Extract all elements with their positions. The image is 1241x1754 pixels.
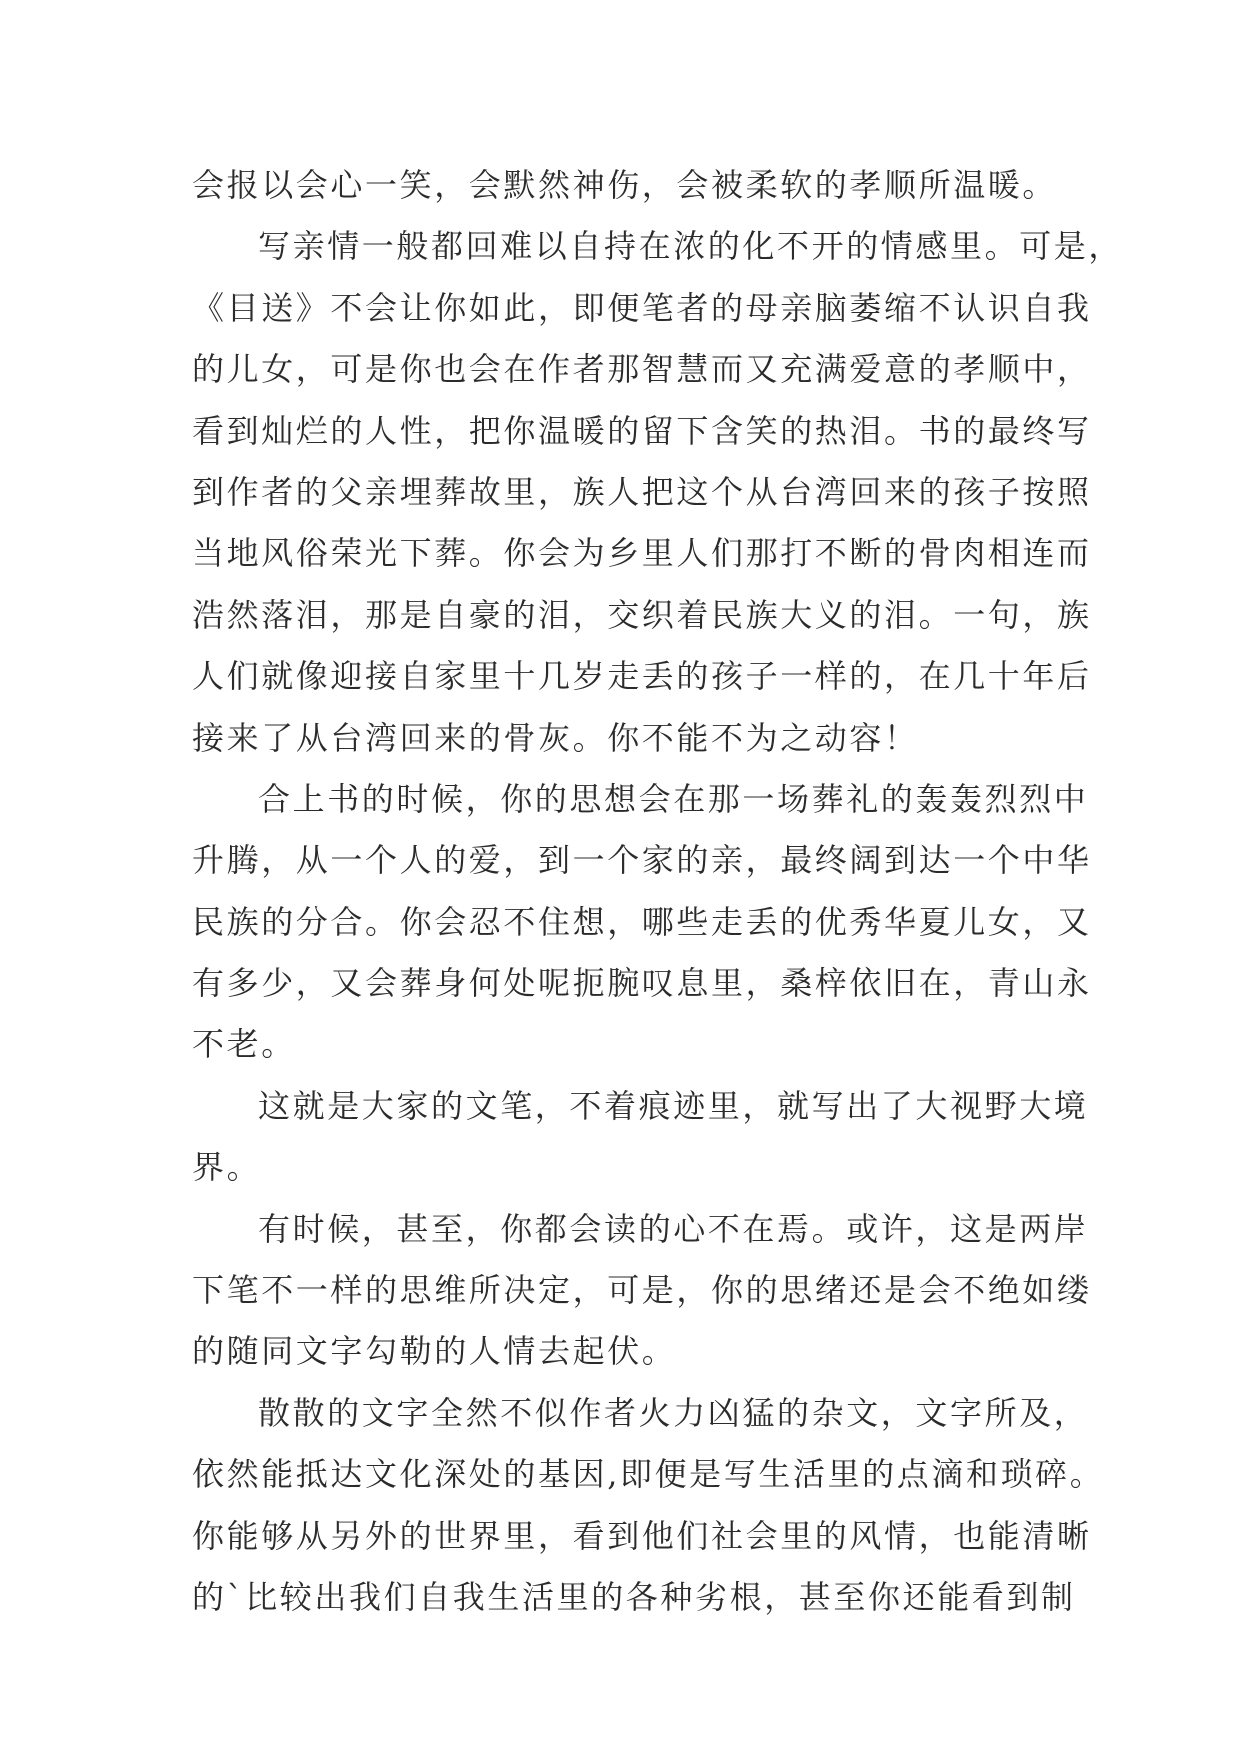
text-line: 会报以会心一笑，会默然神伤，会被柔软的孝顺所温暖。 [192,166,1058,204]
text-line: 有多少，又会葬身何处呢扼腕叹息里，桑梓依旧在，青山永 [192,964,1092,1003]
paragraph-first-line: 合上书的时候，你的思想会在那一场葬礼的轰轰烈烈中 [258,779,1089,818]
paragraph-first-line: 有时候，甚至，你都会读的心不在焉。或许，这是两岸 [258,1209,1089,1248]
text-line: 的儿女，可是你也会在作者那智慧而又充满爱意的孝顺中， [192,350,1092,389]
paragraph-first-line: 散散的文字全然不似作者火力凶猛的杂文，文字所及， [258,1393,1089,1432]
text-line: 浩然落泪，那是自豪的泪，交织着民族大义的泪。一句，族 [192,595,1092,634]
text-line: 界。 [192,1148,262,1187]
text-line: 你能够从另外的世界里，看到他们社会里的风情，也能清晰 [192,1516,1092,1555]
text-line: 依然能抵达文化深处的基因,即便是写生活里的点滴和琐碎。 [192,1455,1105,1494]
paragraph-first-line: 写亲情一般都回难以自持在浓的化不开的情感里。可是， [258,227,1124,266]
text-line: 不老。 [192,1025,296,1064]
text-line: 人们就像迎接自家里十几岁走丢的孩子一样的，在几十年后 [192,657,1092,696]
text-line: 接来了从台湾回来的骨灰。你不能不为之动容！ [192,718,919,757]
text-line: 到作者的父亲埋葬故里，族人把这个从台湾回来的孩子按照 [192,472,1092,511]
text-line: 升腾，从一个人的爱，到一个家的亲，最终阔到达一个中华 [192,841,1092,880]
text-line: 民族的分合。你会忍不住想，哪些走丢的优秀华夏儿女，又 [192,902,1092,941]
body-text [192,155,1124,1628]
text-line: 的`比较出我们自我生活里的各种劣根，甚至你还能看到制 [192,1577,1076,1616]
paragraph-first-line: 这就是大家的文笔，不着痕迹里，就写出了大视野大境 [258,1086,1089,1125]
text-line: 看到灿烂的人性，把你温暖的留下含笑的热泪。书的最终写 [192,411,1092,450]
text-line: 的随同文字勾勒的人情去起伏。 [192,1332,677,1371]
text-line: 当地风俗荣光下葬。你会为乡里人们那打不断的骨肉相连而 [192,534,1092,573]
text-line: 《目送》不会让你如此，即便笔者的母亲脑萎缩不认识自我 [192,288,1092,327]
text-line: 下笔不一样的思维所决定，可是，你的思绪还是会不绝如缕 [192,1271,1092,1310]
